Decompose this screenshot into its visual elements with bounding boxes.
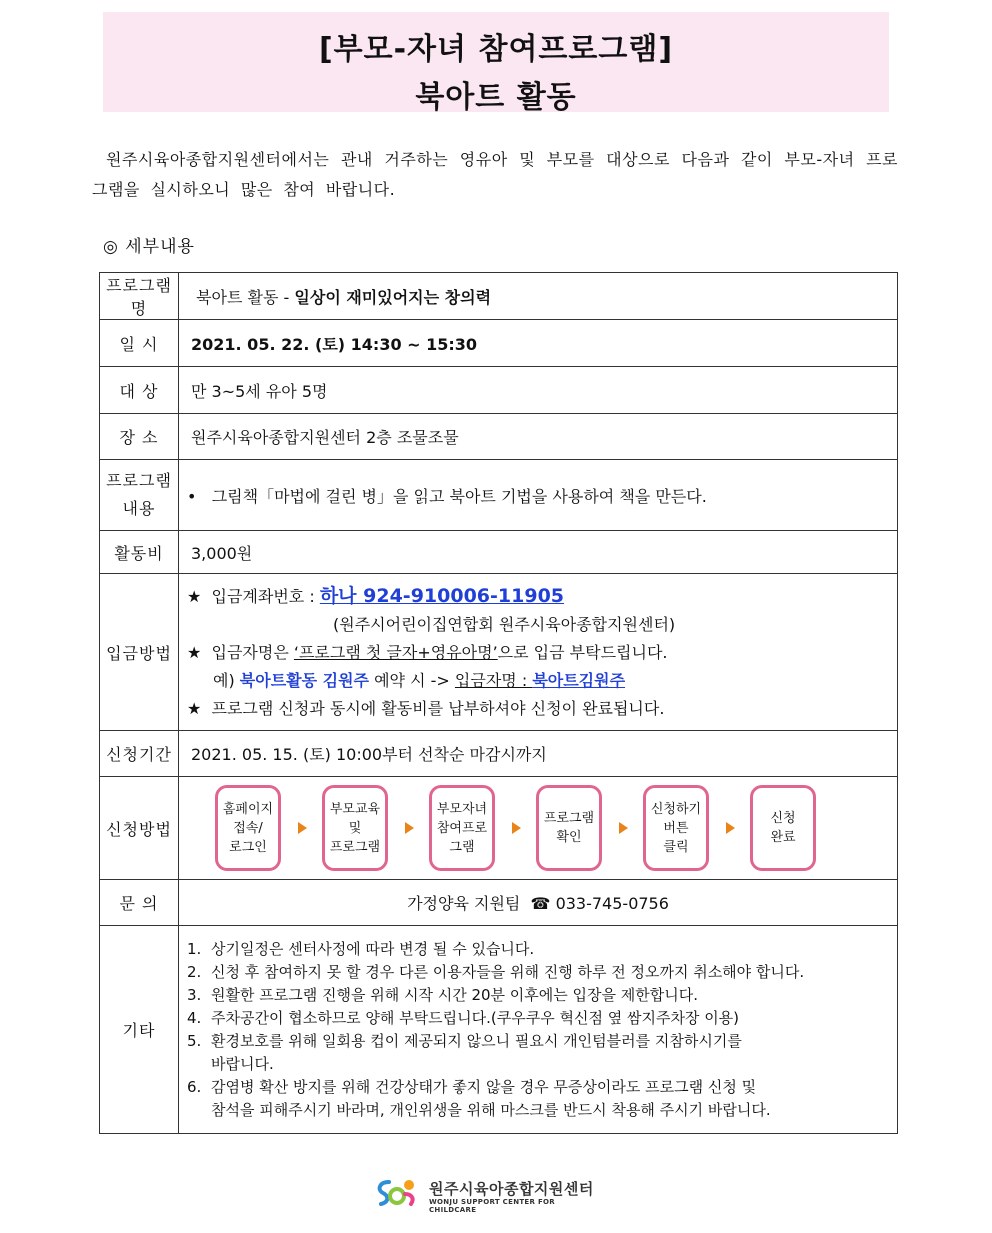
title-line-2: 북아트 활동 [415,80,577,115]
row-target [100,367,898,414]
misc-note-continued: 바랍니다. [211,1054,274,1073]
star-icon: ★ [187,642,202,662]
step-program-check: 프로그램 확인 [536,785,602,871]
row-program-name [100,273,898,320]
example-program: 북아트활동 김원주 [239,670,370,690]
row-payment [100,574,898,731]
misc-note-continued: 참석을 피해주시기 바라며, 개인위생을 위해 마스크를 반드시 착용해 주시기 바랍니다. [211,1100,771,1119]
value-fee: 3,000원 [179,531,898,574]
title-line-1: [부모-자녀 참여프로그램] [318,32,674,67]
misc-note: 6. 감염병 확산 방지를 위해 건강상태가 좋지 않을 경우 무증상이라도 프로그램 신청 및 [187,1077,757,1096]
label-fee: 활동비 [100,531,179,574]
inquiry-team: 가정양육 지원팀 [407,894,521,913]
value-inquiry [179,880,898,926]
step-complete: 신청 완료 [750,785,816,871]
label-misc: 기타 [100,926,179,1134]
depositor-suffix: 으로 입금 부탁드립니다. [497,642,668,662]
value-misc [179,926,898,1134]
value-program-name [179,273,898,320]
misc-note: 1. 상기일정은 센터사정에 따라 변경 될 수 있습니다. [187,939,535,958]
section-heading: ◎ 세부내용 [103,237,195,257]
value-place: 원주시육아종합지원센터 2층 조물조물 [179,414,898,460]
account-prefix: 입금계좌번호 : [211,586,320,606]
value-period: 2021. 05. 15. (토) 10:00부터 선착순 마감시까지 [179,731,898,777]
misc-notes-list [187,938,889,1122]
star-icon: ★ [187,698,202,718]
depositor-format: ‘프로그램 첫 글자+영유아명’ [293,642,498,662]
depositor-prefix: 입금자명은 [211,642,294,662]
arrow-right-icon [512,822,521,834]
example-prefix: 예) [213,670,240,690]
label-inquiry: 문 의 [100,880,179,926]
arrow-right-icon [298,822,307,834]
label-method: 신청방법 [100,777,179,880]
step-parent-child-program: 부모자녀 참여프로 그램 [429,785,495,871]
value-content [179,460,898,531]
program-name-prefix: 북아트 활동 - [196,287,295,307]
value-method [179,777,898,880]
label-content-line2: 내용 [122,499,156,518]
misc-note: 4. 주차공간이 협소하므로 양해 부탁드립니다.(쿠우쿠우 혁신점 옆 쌈지주차장 이용) [187,1008,740,1027]
label-content [100,460,179,531]
row-method [100,777,898,880]
label-period: 신청기간 [100,731,179,777]
application-steps [179,785,897,871]
step-parent-education: 부모교육 및 프로그램 [322,785,388,871]
value-payment [179,574,898,731]
value-date: 2021. 05. 22. (토) 14:30 ~ 15:30 [179,320,898,367]
row-content [100,460,898,531]
row-misc [100,926,898,1134]
label-program-name: 프로그램명 [100,273,179,320]
label-payment: 입금방법 [100,574,179,731]
arrow-right-icon [405,822,414,834]
label-content-line1: 프로그램 [106,471,172,490]
example-name: 북아트김원주 [532,670,626,690]
account-number: 하나 924-910006-11905 [319,584,565,607]
misc-note: 5. 환경보호를 위해 일회용 컵이 제공되지 않으니 필요시 개인텀블러를 지참하시기를 [187,1031,742,1050]
example-middle: 예약 시 -> [369,670,455,690]
footer-logo [375,1176,595,1212]
intro-paragraph: 원주시육아종합지원센터에서는 관내 거주하는 영유아 및 부모를 대상으로 다음과 같이 부모-자녀 프로그램을 실시하오니 많은 참여 바랍니다. [92,150,898,199]
value-target: 만 3~5세 유아 5명 [179,367,898,414]
label-date: 일 시 [100,320,179,367]
payment-example-line [187,667,885,695]
payment-notice: 프로그램 신청과 동시에 활동비를 납부하셔야 신청이 완료됩니다. [211,698,665,718]
title-banner [103,12,889,115]
misc-note: 2. 신청 후 참여하지 못 할 경우 다른 이용자들을 위해 진행 하루 전 정오까지 취소해야 합니다. [187,962,805,981]
content-text: 그림책「마법에 걸린 병」을 읽고 북아트 기법을 사용하여 책을 만든다. [211,486,707,506]
step-homepage-login: 홈페이지 접속/ 로그인 [215,785,281,871]
row-period [100,731,898,777]
row-fee [100,531,898,574]
payment-depositor-line [187,639,885,667]
row-place [100,414,898,460]
program-name-highlight: 일상이 재미있어지는 창의력 [294,287,492,307]
program-info-table [99,272,898,1134]
example-label: 입금자명 : [454,670,533,690]
footer-org-name: 원주시육아종합지원센터 [429,1180,594,1198]
label-place: 장 소 [100,414,179,460]
misc-note: 3. 원활한 프로그램 진행을 위해 시작 시간 20분 이후에는 입장을 제한합니다. [187,985,698,1004]
step-apply-button: 신청하기 버튼 클릭 [643,785,709,871]
row-inquiry [100,880,898,926]
row-date [100,320,898,367]
account-holder: (원주시어린이집연합회 원주시육아종합지원센터) [333,614,676,634]
payment-account-line [187,582,885,611]
arrow-right-icon [726,822,735,834]
payment-notice-line [187,695,885,723]
label-target: 대 상 [100,367,179,414]
footer-org-name-en: WONJU SUPPORT CENTER FOR CHILDCARE [429,1198,555,1214]
phone-icon: ☎ [530,894,551,913]
arrow-right-icon [619,822,628,834]
bullet-icon: • [187,486,197,506]
inquiry-phone: 033-745-0756 [555,894,669,913]
center-logo-icon [375,1176,423,1210]
star-icon: ★ [187,586,202,606]
